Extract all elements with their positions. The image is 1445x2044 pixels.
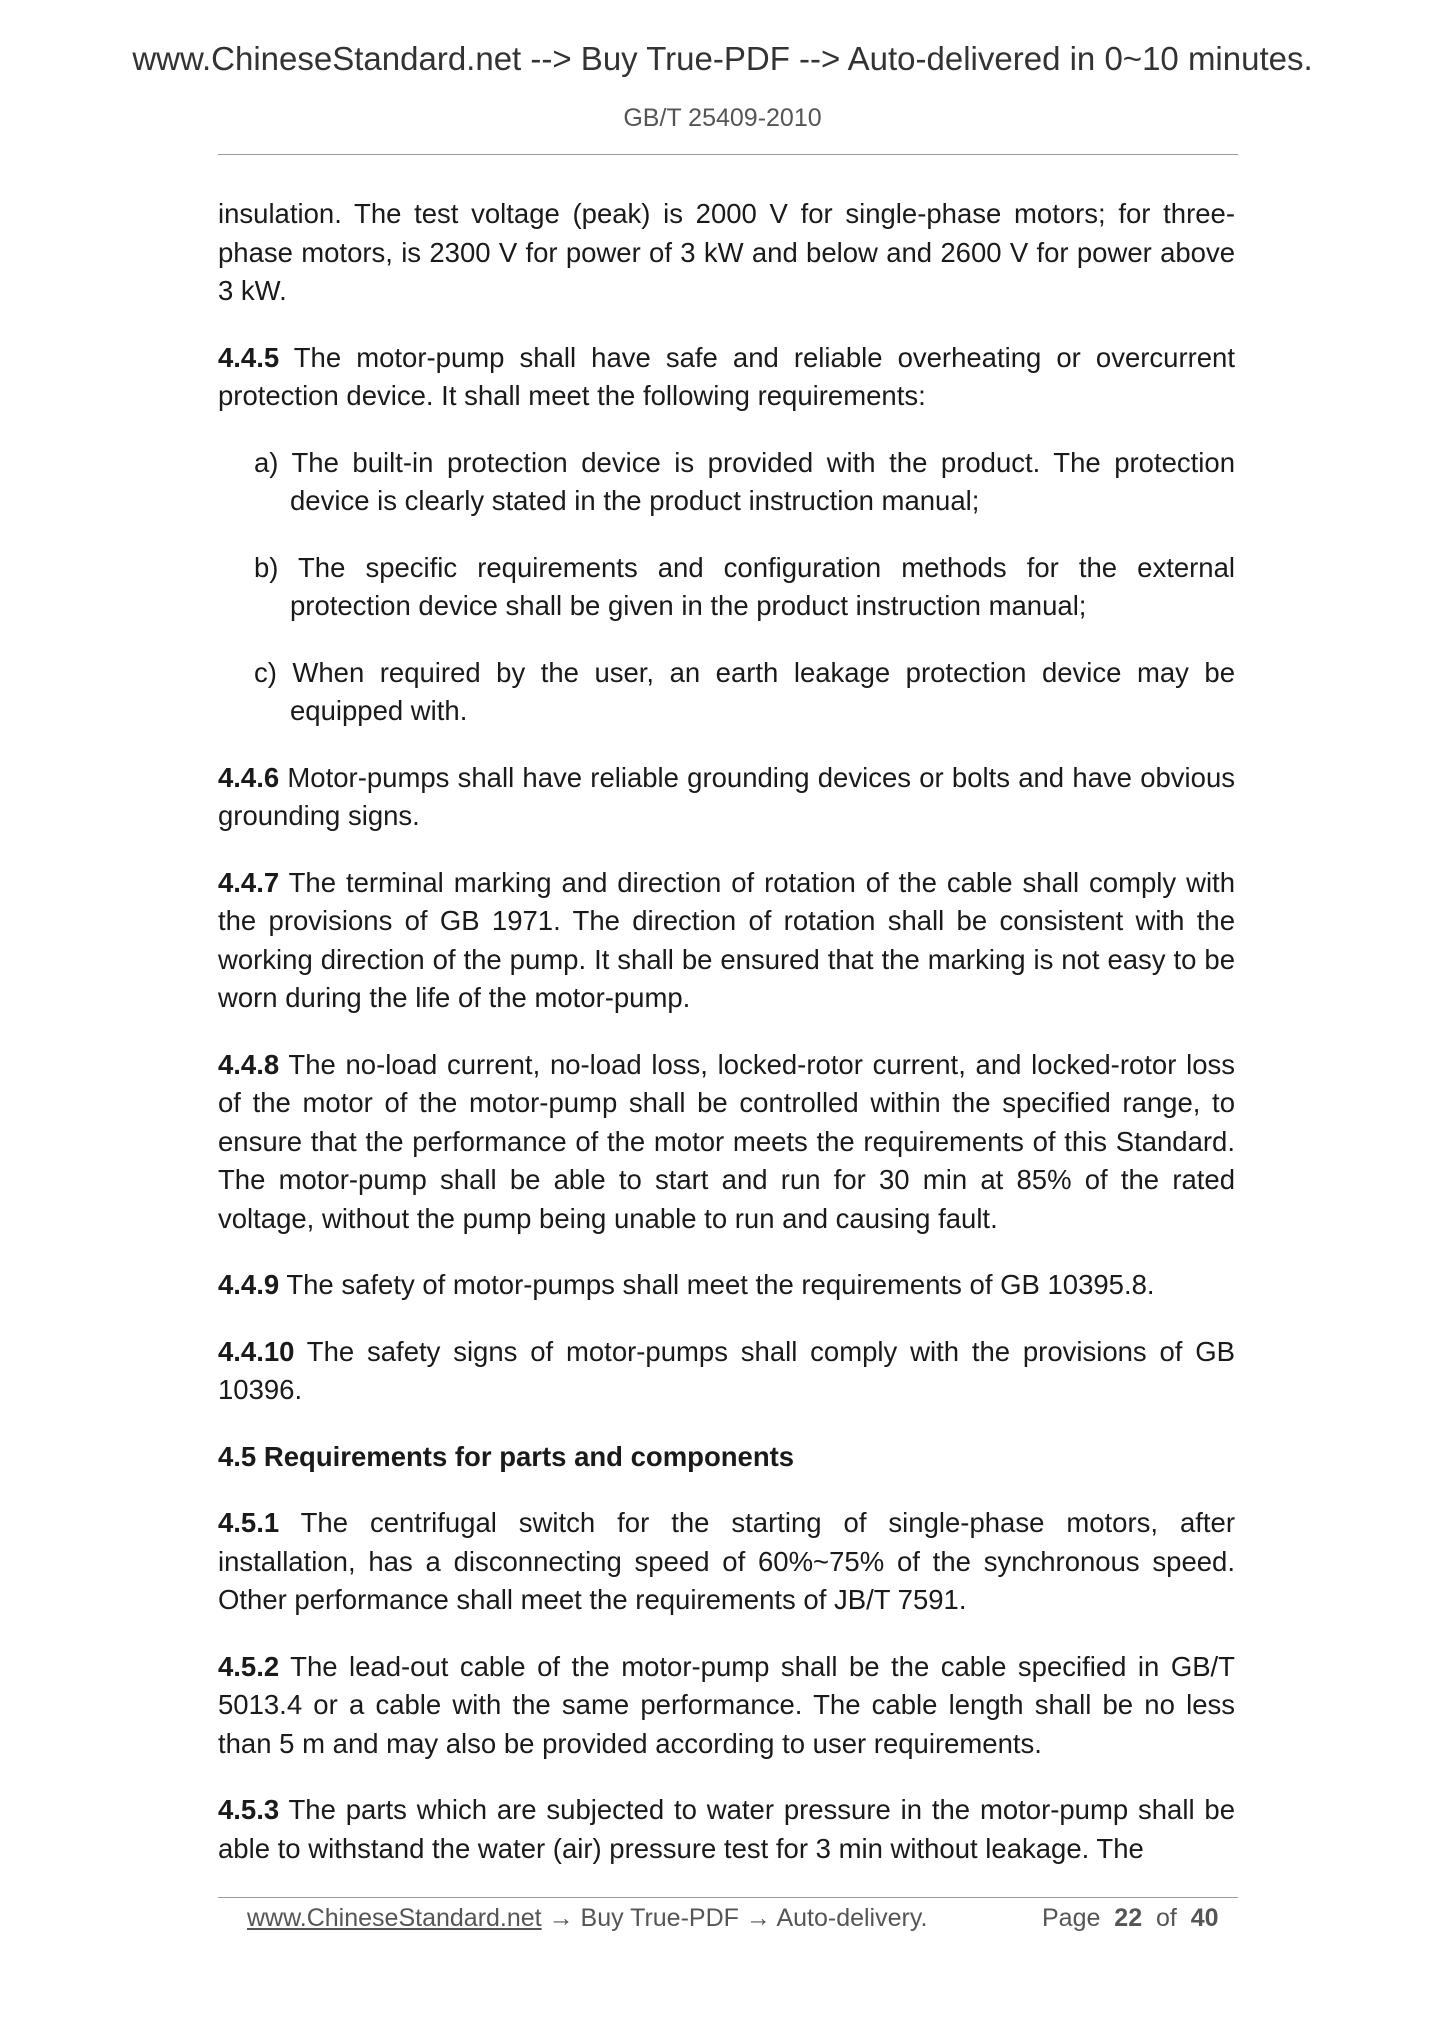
- clause-number: 4.4.8: [218, 1048, 280, 1080]
- footer-buy-text: Buy True-PDF: [580, 1904, 739, 1932]
- clause-4-4-9: [218, 1266, 1235, 1305]
- current-page: 22: [1114, 1904, 1143, 1932]
- clause-4-4-5: [218, 339, 1235, 416]
- header-divider: [218, 154, 1238, 155]
- clause-4-4-10: [218, 1333, 1235, 1410]
- clause-number: 4.5.2: [218, 1650, 280, 1682]
- clause-text: The safety of motor-pumps shall meet the requirements of GB 10395.8.: [279, 1269, 1155, 1300]
- clause-text: The parts which are subjected to water pressure in the motor-pump shall be able to withstand the water (air) pressure test for 3 min without leakage. The: [218, 1794, 1235, 1864]
- footer-site-link[interactable]: www.ChineseStandard.net: [247, 1904, 542, 1932]
- clause-number: 4.4.7: [218, 866, 280, 898]
- clause-text: The centrifugal switch for the starting of single-phase motors, after installation, has a disconnecting speed of 60%~75% of the synchronous speed. Other performance shall meet the requirements of JB/T 7591.: [218, 1507, 1235, 1615]
- list-item-a: a) The built-in protection device is provided with the product. The protection device is clearly stated in the product instruction manual;: [254, 446, 1235, 516]
- list-item-b: b) The specific requirements and configuration methods for the external protection device shall be given in the product instruction manual;: [254, 551, 1235, 621]
- clause-number: 4.5.3: [218, 1794, 280, 1825]
- clause-number: 4.4.10: [218, 1335, 295, 1367]
- clause-text: Motor-pumps shall have reliable grounding devices or bolts and have obvious grounding signs.: [218, 761, 1235, 831]
- of-label: of: [1156, 1904, 1177, 1932]
- section-heading-4-5: 4.5 Requirements for parts and components: [218, 1440, 795, 1472]
- arrow-right-icon: →: [745, 1904, 771, 1932]
- total-pages: 40: [1190, 1904, 1219, 1932]
- paragraph-intro: insulation. The test voltage (peak) is 2000 V for single-phase motors; for three-phase motors, is 2300 V for power of 3 kW and below and 2600 V for power above 3 kW.: [218, 198, 1235, 306]
- clause-4-4-7: [218, 864, 1235, 1018]
- document-number: GB/T 25409-2010: [623, 104, 822, 132]
- footer-auto-text: Auto-delivery.: [776, 1904, 928, 1932]
- page-label: Page: [1042, 1904, 1101, 1932]
- list-item-c: c) When required by the user, an earth leakage protection device may be equipped with.: [254, 656, 1235, 726]
- clause-4-5-2: [218, 1648, 1235, 1764]
- clause-4-5-1: [218, 1504, 1235, 1620]
- footer-promo: [247, 1898, 927, 1938]
- clause-4-4-8: [218, 1046, 1235, 1239]
- clause-text: The safety signs of motor-pumps shall comply with the provisions of GB 10396.: [218, 1335, 1235, 1405]
- clause-number: 4.4.6: [218, 761, 280, 793]
- clause-number: 4.5.1: [218, 1507, 280, 1538]
- page-footer: [0, 1898, 1445, 1938]
- arrow-right-icon: →: [548, 1904, 574, 1932]
- clause-4-5-3: [218, 1791, 1235, 1868]
- clause-number: 4.4.5: [218, 341, 280, 373]
- clause-number: 4.4.9: [218, 1269, 280, 1300]
- clause-text: The lead-out cable of the motor-pump shall be the cable specified in GB/T 5013.4 or a cable with the same performance. The cable length shall be no less than 5 m and may also be provided according to user requirements.: [218, 1650, 1235, 1759]
- clause-text: The motor-pump shall have safe and reliable overheating or overcurrent protection device. It shall meet the following requirements:: [218, 341, 1235, 411]
- clause-text: The no-load current, no-load loss, locked-rotor current, and locked-rotor loss of the motor of the motor-pump shall be controlled within the specified range, to ensure that the performance of the motor meets the requirements of this Standard. The motor-pump shall be able to start and run for 30 min at 85% of the rated voltage, without the pump being unable to run and causing fault.: [218, 1048, 1235, 1234]
- page-indicator: [1042, 1898, 1219, 1938]
- page-body: [218, 195, 1235, 1896]
- clause-4-4-6: [218, 759, 1235, 836]
- clause-text: The terminal marking and direction of rotation of the cable shall comply with the provisions of GB 1971. The direction of rotation shall be consistent with the working direction of the pump. It shall be ensured that the marking is not easy to be worn during the life of the motor-pump.: [218, 866, 1235, 1013]
- site-banner: www.ChineseStandard.net --> Buy True-PDF --> Auto-delivered in 0~10 minutes.: [132, 40, 1313, 77]
